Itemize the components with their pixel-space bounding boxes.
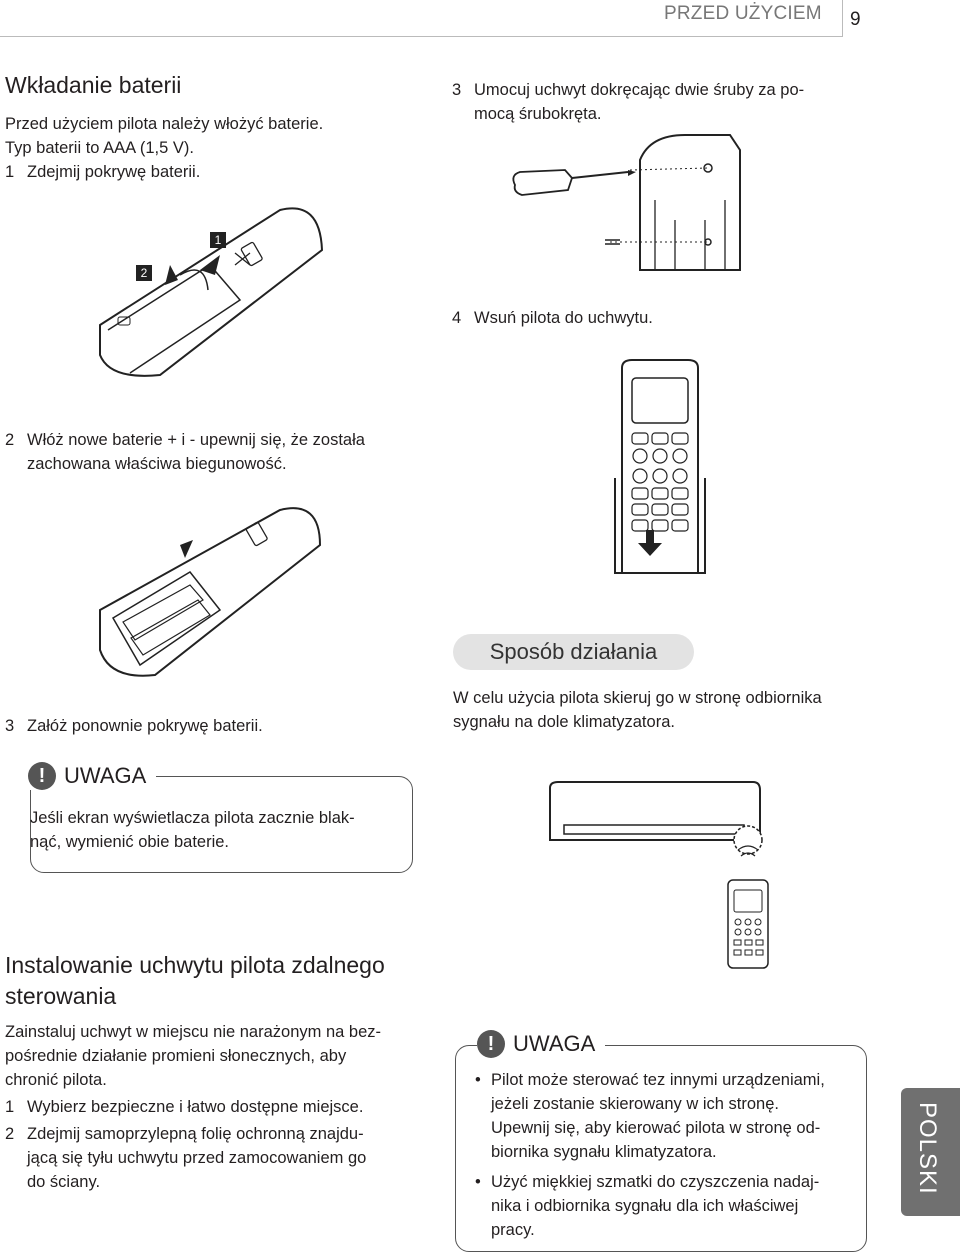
figure-callout-2: 2 xyxy=(136,265,152,281)
ac-unit-remote-figure xyxy=(548,780,778,970)
battery-step-3: 3 Załóż ponownie pokrywę baterii. xyxy=(5,717,263,735)
note-bullet-2: • Użyć miękkiej szmatki do czyszczenia nadaj- nika i odbiornika sygnału dla ich właściwej pracy. xyxy=(475,1170,855,1242)
note-text-batteries: Jeśli ekran wyświetlacza pilota zacznie blak- nąć, wymienić obie baterie. xyxy=(30,809,355,851)
header-rule xyxy=(0,36,842,37)
note-header-operation: ! UWAGA xyxy=(477,1030,605,1058)
section-title-install: Instalowanie uchwytu pilota zdalnego sterowania xyxy=(5,952,385,1009)
page-number: 9 xyxy=(850,9,861,30)
install-step-1: 1 Wybierz bezpieczne i łatwo dostępne miejsce. xyxy=(5,1098,364,1116)
battery-insertion-figure xyxy=(95,500,325,680)
note-header-batteries: ! UWAGA xyxy=(28,762,156,790)
holder-step-3: 3 Umocuj uchwyt dokręcając dwie śruby za po- mocą śrubokręta. xyxy=(452,81,805,123)
remote-in-holder-figure xyxy=(610,358,710,580)
note-list-operation xyxy=(475,1068,855,1248)
running-header: PRZED UŻYCIEM xyxy=(664,3,822,24)
battery-intro: Przed użyciem pilota należy włożyć baterie. Typ baterii to AAA (1,5 V). 1 Zdejmij pokrywę baterii. xyxy=(5,112,435,184)
holder-screw-figure xyxy=(510,130,750,290)
battery-step-1: 1 Zdejmij pokrywę baterii. xyxy=(5,163,201,181)
section-title-batteries: Wkładanie baterii xyxy=(5,72,182,98)
operation-title-pill: Sposób działania xyxy=(453,634,694,670)
exclamation-icon: ! xyxy=(477,1030,505,1058)
note-bullet-1: • Pilot może sterować tez innymi urządzeniami, jeżeli zostanie skierowany w ich stronę. Upewnij się, aby kierować pilota w stronę od- biornika sygnału klimatyzatora. xyxy=(475,1068,855,1164)
install-step-2: 2 Zdejmij samoprzylepną folię ochronną znajdu- jącą się tyłu uchwytu przed zamocowaniem go do ściany. xyxy=(5,1125,367,1191)
operation-text: W celu użycia pilota skieruj go w stronę odbiornika sygnału na dole klimatyzatora. xyxy=(453,689,822,731)
exclamation-icon: ! xyxy=(28,762,56,790)
battery-step-2: 2 Włóż nowe baterie + i - upewnij się, że została zachowana właściwa biegunowość. xyxy=(5,431,365,473)
figure-callout-1: 1 xyxy=(210,232,226,248)
install-intro: Zainstaluj uchwyt w miejscu nie narażonym na bez- pośrednie działanie promieni słonecznych, aby chronić pilota. xyxy=(5,1023,381,1089)
holder-step-4: 4 Wsuń pilota do uchwytu. xyxy=(452,309,653,327)
language-tab: POLSKI xyxy=(901,1088,960,1216)
header-divider xyxy=(842,0,843,37)
